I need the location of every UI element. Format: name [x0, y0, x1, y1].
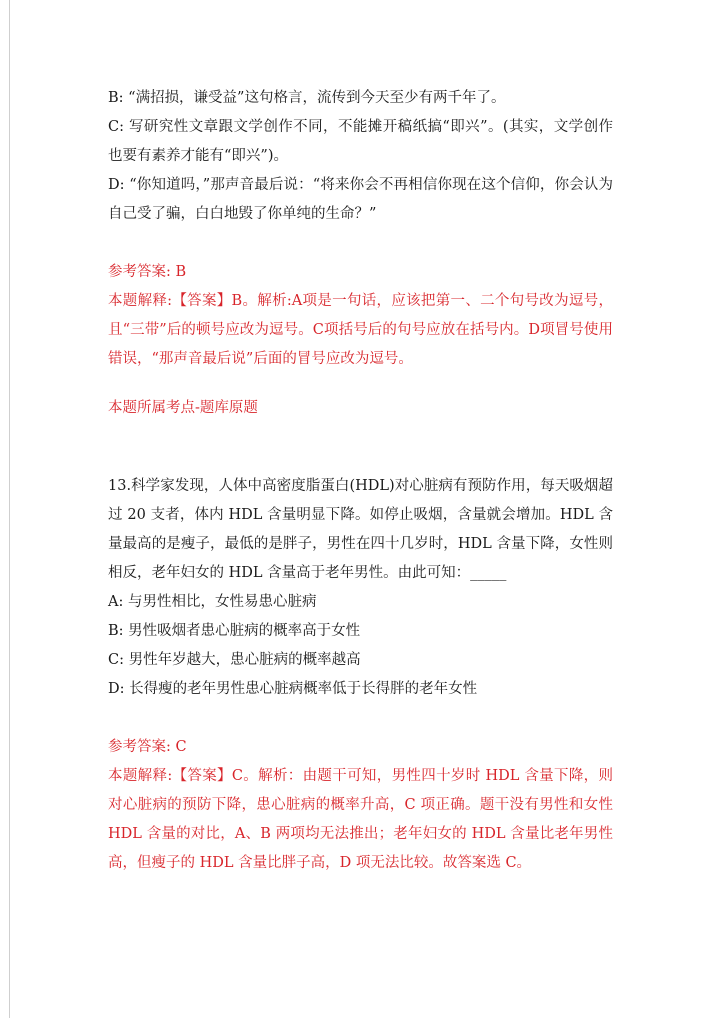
- spacer: [108, 704, 613, 733]
- q13-option-c: C: 男性年岁越大，患心脏病的概率越高: [108, 652, 361, 668]
- q13-option-b: B: 男性吸烟者患心脏病的概率高于女性: [108, 623, 361, 639]
- q12-source: 本题所属考点-题库原题: [108, 400, 258, 416]
- document-page: [108, 84, 613, 878]
- q12-reference-answer: 参考答案: B: [108, 264, 187, 280]
- q12-option-d: D: “你知道吗，”那声音最后说：“将来你会不再相信你现在这个信仰，你会认为自己受了骗，白白地毁了你单纯的生命？”: [108, 177, 613, 222]
- spacer: [108, 229, 613, 258]
- spacer: [108, 374, 613, 394]
- q13-reference-answer: 参考答案: C: [108, 739, 187, 755]
- q12-explanation: 本题解释:【答案】B。解析:A项是一句话，应该把第一、二个句号改为逗号，且“三带”后的顿号应改为逗号。C项括号后的句号应放在括号内。D项冒号使用错误，“那声音最后说”后面的冒号应改为逗号。: [108, 293, 613, 367]
- page-edge-line: [9, 0, 10, 1018]
- q12-option-c: C: 写研究性文章跟文学创作不同，不能摊开稿纸搞“即兴”。(其实，文学创作也要有素养才能有“即兴”)。: [108, 119, 613, 164]
- q13-explanation: 本题解释:【答案】C。解析：由题干可知，男性四十岁时 HDL 含量下降，则对心脏病的预防下降，患心脏病的概率升高，C 项正确。题干没有男性和女性 HDL 含量的对比，A、B 两项均无法推出；老年妇女的 HDL 含量比老年男性高，但瘦子的 HDL 含量比胖子高，D 项无法比较。故答案选 C。: [108, 768, 613, 871]
- q12-option-b: B: “满招损，谦受益”这句格言，流传到今天至少有两千年了。: [108, 90, 506, 106]
- spacer: [108, 423, 613, 472]
- q13-option-a: A: 与男性相比，女性易患心脏病: [108, 594, 317, 610]
- q13-stem: 13.科学家发现，人体中高密度脂蛋白(HDL)对心脏病有预防作用，每天吸烟超过 20 支者，体内 HDL 含量明显下降。如停止吸烟，含量就会增加。HDL 含量最高的是瘦子，最低的是胖子，男性在四十几岁时，HDL 含量下降，女性则相反，老年妇女的 HDL 含量高于老年男性。由此可知：_____: [108, 478, 613, 581]
- q13-option-d: D: 长得瘦的老年男性患心脏病概率低于长得胖的老年女性: [108, 681, 478, 697]
